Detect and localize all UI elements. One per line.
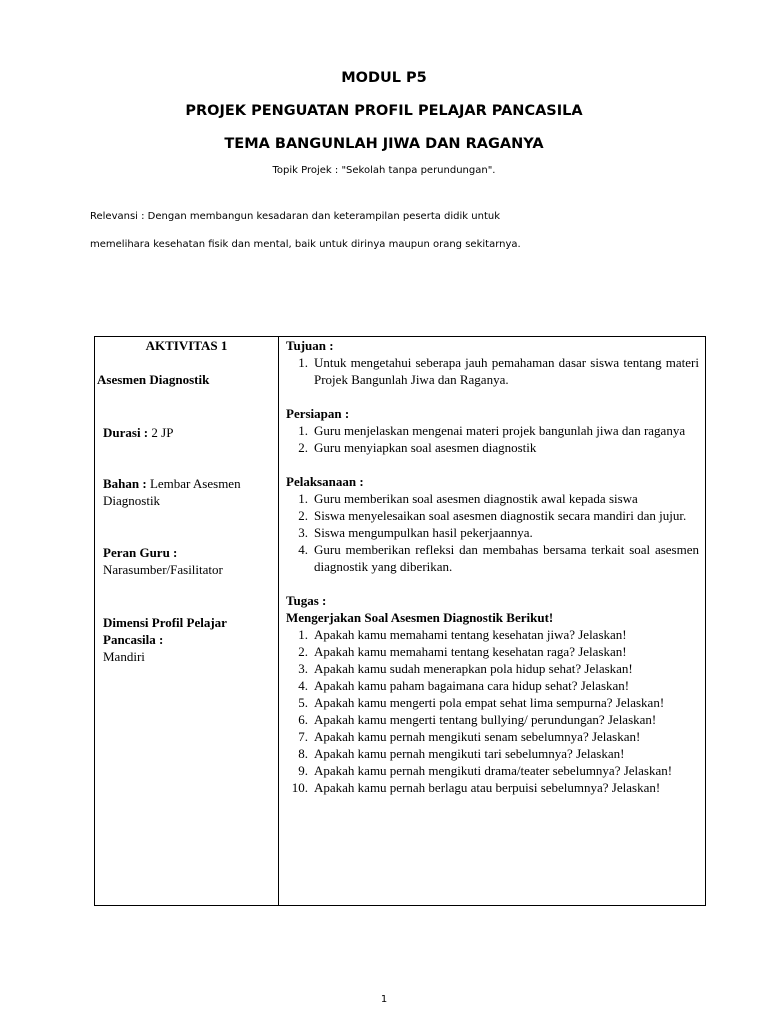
profile-dimension-value: Mandiri bbox=[103, 649, 145, 664]
list-item: 2. Apakah kamu memahami tentang kesehatan raga? Jelaskan! bbox=[298, 644, 627, 659]
duration-value: 2 JP bbox=[148, 425, 174, 440]
materials bbox=[103, 475, 273, 509]
list-item: 7. Apakah kamu pernah mengikuti senam sebelumnya? Jelaskan! bbox=[298, 729, 641, 744]
list-item: 1. Apakah kamu memahami tentang kesehatan jiwa? Jelaskan! bbox=[298, 627, 627, 642]
list-item: 6. Apakah kamu mengerti tentang bullying/ perundungan? Jelaskan! bbox=[298, 712, 657, 727]
task-list bbox=[286, 626, 699, 796]
list-item: 9. Apakah kamu pernah mengikuti drama/teater sebelumnya? Jelaskan! bbox=[298, 763, 673, 778]
project-topic: Topik Projek : "Sekolah tanpa perundungan". bbox=[272, 165, 496, 176]
theme-title: TEMA BANGUNLAH JIWA DAN RAGANYA bbox=[224, 136, 544, 152]
relevance-line-2: memelihara kesehatan fisik dan mental, baik untuk dirinya maupun orang sekitarnya. bbox=[90, 239, 521, 250]
list-item: 3. Apakah kamu sudah menerapkan pola hidup sehat? Jelaskan! bbox=[298, 661, 633, 676]
teacher-role-label: Peran Guru : bbox=[103, 545, 178, 560]
preparation-list bbox=[286, 422, 699, 456]
materials-value: Lembar Asesmen Diagnostik bbox=[103, 476, 241, 508]
module-title: MODUL P5 bbox=[341, 70, 427, 86]
list-item: 1. Guru memberikan soal asesmen diagnostik awal kepada siswa bbox=[298, 491, 638, 506]
duration bbox=[103, 424, 273, 441]
preparation-heading: Persiapan : bbox=[286, 406, 350, 421]
task-heading: Tugas : bbox=[286, 593, 327, 608]
materials-label: Bahan : bbox=[103, 476, 147, 491]
list-item: 2. Siswa menyelesaikan soal asesmen diagnostik secara mandiri dan jujur. bbox=[298, 508, 687, 523]
page-number: 1 bbox=[380, 994, 388, 1005]
task-subtitle: Mengerjakan Soal Asesmen Diagnostik Berikut! bbox=[286, 610, 554, 625]
teacher-role bbox=[103, 544, 273, 578]
profile-dimension-label: Dimensi Profil Pelajar Pancasila : bbox=[103, 615, 227, 647]
activity-table bbox=[94, 336, 706, 906]
list-item: 8. Apakah kamu pernah mengikuti tari sebelumnya? Jelaskan! bbox=[298, 746, 625, 761]
list-item: 10. Apakah kamu pernah berlagu atau berpuisi sebelumnya? Jelaskan! bbox=[291, 780, 661, 795]
relevance-line-1: Relevansi : Dengan membangun kesadaran dan keterampilan peserta didik untuk bbox=[90, 211, 500, 222]
profile-dimension bbox=[103, 614, 263, 665]
list-item: 4. Guru memberikan refleksi dan membahas bersama terkait soal asesmen diagnostik yang diberikan. bbox=[298, 542, 699, 574]
list-item: 1. Guru menjelaskan mengenai materi projek bangunlah jiwa dan raganya bbox=[298, 423, 686, 438]
assessment-type: Asesmen Diagnostik bbox=[97, 372, 210, 387]
implementation-heading: Pelaksanaan : bbox=[286, 474, 364, 489]
objective-heading: Tujuan : bbox=[286, 338, 334, 353]
implementation-list bbox=[286, 490, 699, 575]
activity-details bbox=[286, 337, 699, 796]
list-item: 1. Untuk mengetahui seberapa jauh pemahaman dasar siswa tentang materi Projek Bangunlah Jiwa dan Raganya. bbox=[298, 355, 699, 387]
list-item: 3. Siswa mengumpulkan hasil pekerjaannya. bbox=[298, 525, 533, 540]
column-divider bbox=[278, 337, 279, 905]
list-item: 4. Apakah kamu paham bagaimana cara hidup sehat? Jelaskan! bbox=[298, 678, 630, 693]
list-item: 2. Guru menyiapkan soal asesmen diagnostik bbox=[298, 440, 537, 455]
objective-list bbox=[286, 354, 699, 388]
list-item: 5. Apakah kamu mengerti pola empat sehat lima sempurna? Jelaskan! bbox=[298, 695, 665, 710]
activity-heading: AKTIVITAS 1 bbox=[145, 338, 228, 353]
teacher-role-value: Narasumber/Fasilitator bbox=[103, 562, 223, 577]
duration-label: Durasi : bbox=[103, 425, 149, 440]
project-title: PROJEK PENGUATAN PROFIL PELAJAR PANCASILA bbox=[185, 103, 583, 119]
